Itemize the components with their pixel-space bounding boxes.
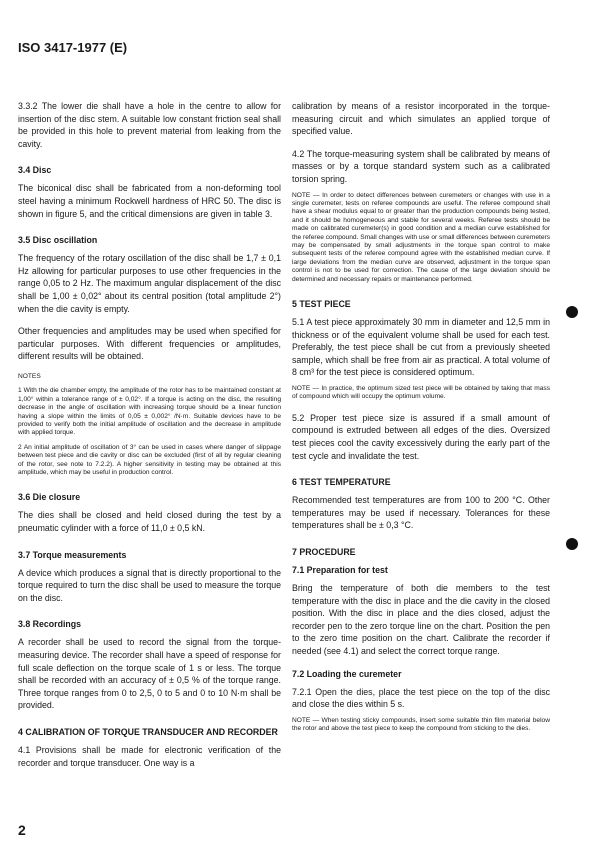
- paragraph-4-1: 4.1 Provisions shall be made for electronic verification of the recorder and torque transducer. One way is a: [18, 744, 281, 768]
- margin-dot-lower: [566, 538, 578, 550]
- paragraph-7-1: Bring the temperature of both die members to the test temperature with the disc in place and the die cavity in the closed position. With the disc in place and the dies closed, adjust the recorder pen to the zero torque line on the chart. Position the pen to the zero time position on the chart. Calibrate the recorder if needed (see 4.1) and select the correct torque range.: [292, 582, 550, 656]
- note-7-2-1: NOTE — When testing sticky compounds, insert some suitable thin film material below the rotor and above the test piece to keep the compound from sticking to the dies.: [292, 716, 550, 733]
- notes-heading: NOTES: [18, 372, 41, 380]
- paragraph-3-5-b: Other frequencies and amplitudes may be used when specified for particular purposes. With different frequencies or amplitudes, different results will be obtained.: [18, 326, 281, 362]
- paragraph-3-5-a: The frequency of the rotary oscillation of the disc shall be 1,7 ± 0,1 Hz allowing for particular purposes to use other frequencies in the range 0,05 to 2 Hz. The maximum angular displacement of the disc shall be 1,00 ± 0,02° about its central position (total amplitude 2°) when the die cavity is empty.: [18, 253, 281, 314]
- paragraph-3-6: The dies shall be closed and held closed during the test by a pneumatic cylinder with a force of 11,0 ± 0,5 kN.: [18, 510, 281, 533]
- paragraph-3-8: A recorder shall be used to record the signal from the torque-measuring device. The recorder shall have a speed of response for full scale deflection on the torque scale of 1 s or less. The torque shall be recorded with an accuracy of ± 0,5 % of the torque range. Three torque ranges from 0 to 2,5, 0 to 5 and 0 to 10 N·m shall be provided.: [18, 637, 281, 711]
- heading-3-6: 3.6 Die closure: [18, 492, 81, 503]
- note-2: 2 An initial amplitude of oscillation of 3° can be used in cases where danger of slippage between test piece and die cavity or disc can be excluded (first of all by regular cleaning of the rotor, see note to 7.2.2). A higher sensitivity in testing may be obtained at this amplitude, which may be useful in production control.: [18, 443, 281, 476]
- notes-3-5: [18, 373, 281, 477]
- paragraph-5-2: 5.2 Proper test piece size is assured if a small amount of compound is extruded between all edges of the dies. Oversized test pieces cool the cavity excessively during the early part of the test cycle and invalidate the test.: [292, 412, 550, 461]
- right-column: [292, 100, 550, 734]
- paragraph-3-4: The biconical disc shall be fabricated from a non-deforming tool steel having a minimum Rockwell hardness of HRC 50. The disc is shown in figure 5, and the critical dimensions are given in table 3.: [18, 183, 281, 219]
- heading-4: 4 CALIBRATION OF TORQUE TRANSDUCER AND RECORDER: [18, 726, 278, 737]
- page-number: 2: [18, 822, 26, 838]
- heading-6: 6 TEST TEMPERATURE: [292, 477, 391, 488]
- note-4-2: NOTE — In order to detect differences between curemeters or changes with use in a single curemeter, tests on referee compounds are useful. The referee compound shall have a shear modulus equal to or greater than the production compounds being tested, and it should be homogeneous and stable for several weeks. Referee tests should be made on calibrated curemeter(s) in good condition and a median curve established for the referee compound. Small changes with use or small differences between curemeters may be compensated by small adjustments in the torque span control to make subsequent tests of the referee compound agree with the established median curve. If large deviations from the median curve are observed, adjustment in the torque span control is not to be used for correction. The cause of the large deviation should be determined and necessary repairs or maintenance performed.: [292, 191, 550, 283]
- note-1: 1 With the die chamber empty, the amplitude of the rotor has to be maintained constant at 1,00° within a tolerance range of ± 0,02°. If a torque is acting on the disc, the resulting decrease in the angle of oscillation with increasing torque should be a linear function having a slope within the limits of 0,05 ± 0,002° /N·m. Suitable devices have to be provided to verify both the initial amplitude of oscillation and the decrease in amplitude with applied torque.: [18, 387, 281, 437]
- paragraph-3-7: A device which produces a signal that is directly proportional to the torque required to turn the disc shall be used to measure the torque on the disc.: [18, 567, 281, 603]
- document-header: ISO 3417-1977 (E): [18, 40, 128, 55]
- paragraph-4-1-continued: calibration by means of a resistor incorporated in the torque-measuring circuit and which simulates an applied torque of specified value.: [292, 101, 550, 137]
- heading-3-5: 3.5 Disc oscillation: [18, 235, 98, 246]
- paragraph-4-2: 4.2 The torque-measuring system shall be calibrated by means of masses or by a torque standard system such as a calibrated torsion spring.: [292, 148, 550, 184]
- heading-3-7: 3.7 Torque measurements: [18, 549, 127, 560]
- margin-dot-upper: [566, 306, 578, 318]
- note-5-1: NOTE — In practice, the optimum sized test piece will be obtained by taking that mass of compound which will occupy the optimum volume.: [292, 385, 550, 401]
- paragraph-3-3-2: 3.3.2 The lower die shall have a hole in the centre to allow for insertion of the disc stem. A suitable low constant friction seal shall be provided in this hole to prevent material from leaking from the cavity.: [18, 101, 281, 149]
- paragraph-7-2-1: 7.2.1 Open the dies, place the test piece on the top of the disc and close the dies within 5 s.: [292, 686, 550, 710]
- left-column: [18, 100, 281, 769]
- heading-7-1: 7.1 Preparation for test: [292, 564, 388, 575]
- heading-3-8: 3.8 Recordings: [18, 619, 82, 630]
- paragraph-6: Recommended test temperatures are from 100 to 200 °C. Other temperatures may be used if necessary. Tolerances for these temperatures shall be ± 0,3 °C.: [292, 495, 550, 531]
- heading-7: 7 PROCEDURE: [292, 546, 356, 557]
- heading-7-2: 7.2 Loading the curemeter: [292, 668, 402, 679]
- paragraph-5-1: 5.1 A test piece approximately 30 mm in diameter and 12,5 mm in thickness or of the equivalent volume shall be used for each test. Preferably, the test piece shall be cut from a previously sheeted sample, which shall be free from air as practical. A total volume of 8 cm³ for the test piece is considered optimum.: [292, 317, 550, 378]
- heading-3-4: 3.4 Disc: [18, 165, 52, 176]
- heading-5: 5 TEST PIECE: [292, 299, 351, 310]
